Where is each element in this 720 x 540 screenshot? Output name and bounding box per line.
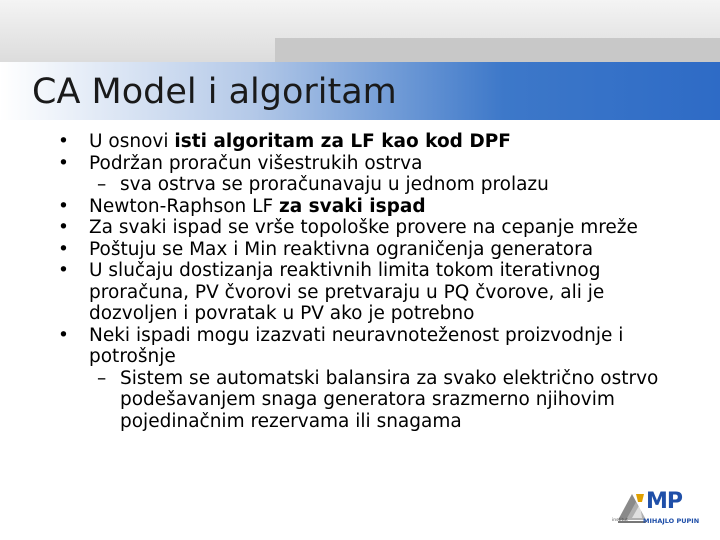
bullet-list (0, 131, 720, 432)
bullet-text: Newton-Raphson LF (89, 195, 279, 217)
dash-marker: – (97, 174, 107, 195)
bullet-item (0, 131, 720, 153)
bullet-item (0, 239, 720, 261)
bullet-marker: • (58, 152, 69, 174)
logo-mark: MP (646, 489, 683, 514)
sub-bullet-item (0, 368, 720, 433)
bullet-text: U slučaju dostizanja reaktivnih limita tokom iterativnog proračuna, PV čvorovi se pretvaraju u PQ čvorove, ali je dozvoljen i povratak u PV ako je potrebno (89, 260, 605, 324)
bullet-marker: • (58, 260, 69, 281)
bullet-item (0, 325, 720, 368)
bullet-marker: • (58, 195, 69, 217)
logo-name: MIHAJLO PUPIN (643, 517, 700, 525)
bullet-text: sva ostrva se proračunavaju u jednom prolazu (120, 174, 549, 195)
header-accent-bar (275, 38, 720, 62)
bullet-text-bold: isti algoritam za LF kao kod DPF (174, 131, 511, 152)
bullet-marker: • (58, 217, 69, 238)
dash-marker: – (97, 367, 107, 389)
bullet-item (0, 217, 720, 239)
bullet-text: U osnovi (89, 131, 175, 152)
bullet-text: Podržan proračun višestrukih ostrva (89, 152, 423, 174)
sub-bullet-item (0, 174, 720, 196)
bullet-item (0, 260, 720, 325)
bullet-marker: • (58, 324, 69, 346)
bullet-text: Za svaki ispad se vrše topološke provere na cepanje mreže (89, 217, 638, 238)
bullet-item (0, 153, 720, 175)
bullet-text: Sistem se automatski balansira za svako električno ostrvo podešavanjem snaga generatora srazmerno njihovim pojedinačnim rezervama ili snagama (120, 367, 659, 432)
bullet-text-bold: za svaki ispad (278, 195, 426, 217)
bullet-item (0, 196, 720, 218)
bullet-text: Neki ispadi mogu izazvati neuravnoteženost proizvodnje i potrošnje (89, 324, 624, 367)
bullet-marker: • (58, 238, 69, 260)
bullet-text: Poštuju se Max i Min reaktivna ograničenja generatora (89, 238, 594, 260)
slide-title: CA Model i algoritam (32, 72, 397, 112)
bullet-marker: • (58, 131, 69, 152)
logo-small-text: institut (612, 518, 628, 523)
